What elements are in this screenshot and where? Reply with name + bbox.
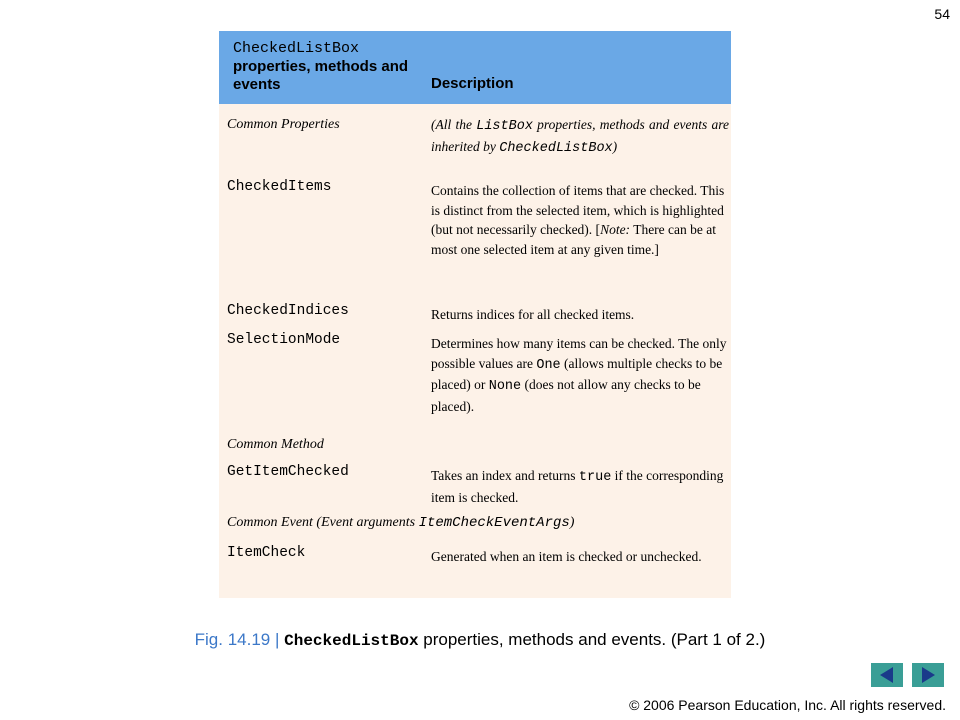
note-text-c: ) xyxy=(612,138,618,154)
copyright-notice: © 2006 Pearson Education, Inc. All rights reserved. xyxy=(629,697,946,713)
note-mono-listbox: ListBox xyxy=(476,119,533,134)
prev-arrow-icon xyxy=(871,663,903,687)
row-desc-itemcheck: Generated when an item is checked or unchecked. xyxy=(431,549,702,564)
header-col1-text: properties, methods and events xyxy=(233,58,409,93)
row-desc-selectionmode xyxy=(431,334,729,416)
note-text-a: (All the xyxy=(431,117,477,132)
properties-note xyxy=(431,115,729,158)
properties-table xyxy=(219,31,731,598)
event-heading-mono: ItemCheckEventArgs xyxy=(418,515,570,531)
section-heading-properties: Common Properties xyxy=(227,117,340,132)
section-heading-method: Common Method xyxy=(227,437,324,452)
desc-mono-true: true xyxy=(578,470,612,485)
desc-a: Takes an index and returns xyxy=(431,468,579,483)
row-name-selectionmode: SelectionMode xyxy=(227,332,341,348)
figure-caption xyxy=(0,630,960,650)
next-arrow-icon xyxy=(912,663,944,687)
row-name-checkeditems: CheckedItems xyxy=(227,179,332,195)
desc-c: (does not allow any checks to be placed). xyxy=(431,377,701,414)
header-column-1 xyxy=(233,39,433,94)
section-heading-event xyxy=(227,515,727,531)
header-class-name: CheckedListBox xyxy=(233,40,360,57)
desc-mono-none: None xyxy=(488,379,522,394)
desc-note: Note: xyxy=(600,222,631,237)
caption-text: properties, methods and events. (Part 1 of 2.) xyxy=(418,630,766,649)
desc-a: Contains the collection of items that are checked. This is distinct from the selected item, which is highlighted (but not necessarily checked). [ xyxy=(431,183,725,237)
header-column-2: Description xyxy=(431,75,514,92)
row-desc-checkeditems xyxy=(431,181,729,259)
desc-mono-one: One xyxy=(536,357,561,373)
desc-b: if the corresponding item is checked. xyxy=(431,468,724,505)
row-desc-checkedindices: Returns indices for all checked items. xyxy=(431,307,635,322)
next-slide-button[interactable] xyxy=(912,663,944,687)
row-name-checkedindices: CheckedIndices xyxy=(227,303,349,319)
row-name-itemcheck: ItemCheck xyxy=(227,545,306,561)
caption-class-name: CheckedListBox xyxy=(284,632,419,650)
previous-slide-button[interactable] xyxy=(871,663,903,687)
desc-b: (allows multiple checks to be placed) or xyxy=(431,355,723,392)
desc-b: There can be at most one selected item at any given time.] xyxy=(431,222,717,257)
table-header xyxy=(219,31,731,104)
event-heading-a: Common Event (Event arguments xyxy=(227,515,419,530)
caption-fig-number: Fig. 14.19 | xyxy=(194,630,280,649)
note-text-b: properties, methods and events are inherited by xyxy=(431,117,729,154)
page-number: 54 xyxy=(934,6,950,22)
desc-a: Determines how many items can be checked. The only possible values are xyxy=(431,336,727,371)
note-mono-checkedlistbox: CheckedListBox xyxy=(499,140,613,156)
row-desc-getitemchecked xyxy=(431,466,729,507)
event-heading-b: ) xyxy=(569,515,575,530)
row-name-getitemchecked: GetItemChecked xyxy=(227,464,349,480)
